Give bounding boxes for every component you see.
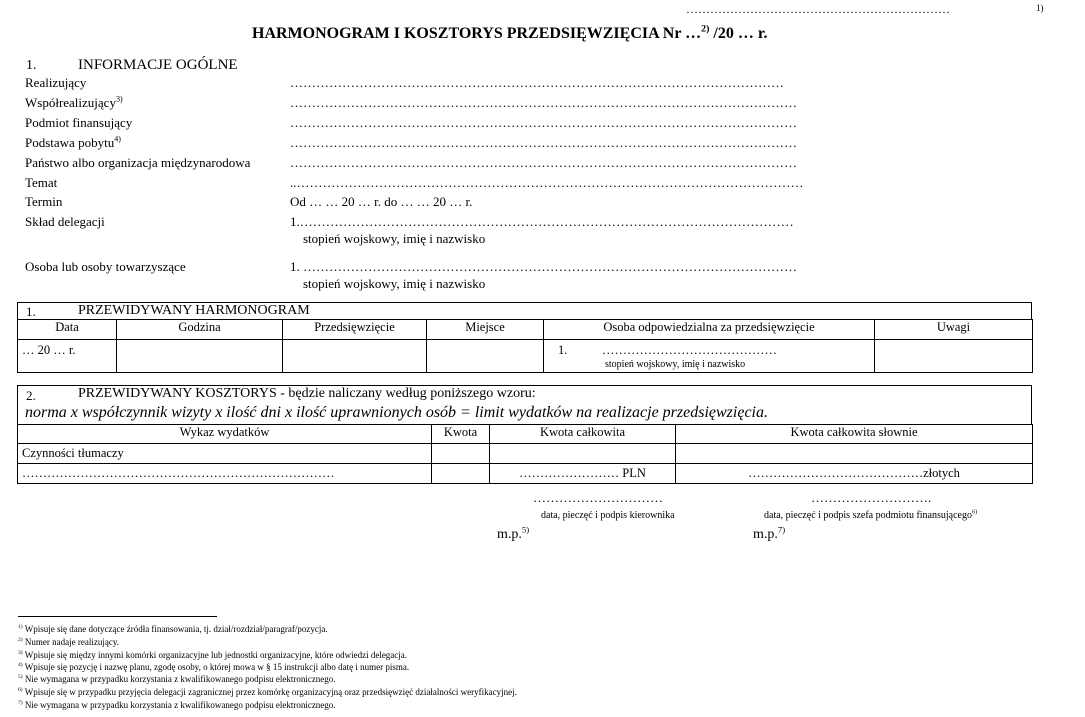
person-caption: stopień wojskowy, imię i nazwisko: [605, 359, 746, 370]
person-number: 1.: [558, 343, 568, 357]
label-realizujacy: Realizujący: [25, 75, 87, 90]
left-mp: m.p.$^{5)}$: [497, 524, 530, 542]
field-sklad-delegacji[interactable]: 1.……………………………………………………………………………………………………: [290, 214, 794, 229]
cell-kwota-calkowita-tlumaczy[interactable]: [490, 444, 676, 464]
footnote-3: $^{3)}$ Wpisuje się między innymi komórki organizacyjne lub jednostki organizacyjne, które odwiedzi delegacja.: [18, 650, 408, 660]
label-podstawa-pobytu: Podstawa pobytu$^{4)}$: [25, 134, 121, 150]
col-godzina: Godzina: [117, 320, 283, 340]
table-row: [18, 340, 1033, 373]
footnote-4: $^{4)}$ Wpisuje się pozycję i nazwę planu, zgodę osoby, o której mowa w § 15 instrukcji albo datę i numer pisma.: [18, 662, 410, 672]
title-prefix: HARMONOGRAM I KOSZTORYS PRZEDSIĘWZIĘCIA Nr …: [252, 25, 702, 42]
field-wspolrealizujacy[interactable]: ………………………………………………………………………………………………………: [290, 95, 797, 110]
col-uwagi: Uwagi: [875, 320, 1033, 340]
table-row: [18, 464, 1033, 484]
left-signature-caption: data, pieczęć i podpis kierownika: [541, 510, 675, 521]
cell-data[interactable]: … 20 … r.: [18, 340, 117, 373]
right-mp: m.p.$^{7)}$: [753, 524, 786, 542]
person-dots: ……………………………………: [602, 343, 777, 357]
kosztorys-header-row: [18, 425, 1033, 444]
cell-przedsiewziecie[interactable]: [283, 340, 427, 373]
cell-miejsce[interactable]: [427, 340, 544, 373]
osoba-towarzyszaca-caption: stopień wojskowy, imię i nazwisko: [303, 276, 486, 291]
harmonogram-table: [17, 319, 1033, 373]
col-osoba-odpowiedzialna: Osoba odpowiedzialna za przedsięwzięcie: [544, 320, 875, 340]
harmonogram-header-row: [18, 320, 1033, 340]
cell-kwota-empty[interactable]: [432, 464, 490, 484]
cell-godzina[interactable]: [117, 340, 283, 373]
cell-wydatek-dots[interactable]: …………………………………………………………………: [18, 464, 432, 484]
label-temat: Temat: [25, 175, 58, 190]
top-footnote-mark: 1): [1036, 3, 1044, 13]
kosztorys-formula: norma x współczynnik wizyty x ilość dni x ilość uprawnionych osób = limit wydatków na realizacje przedsięwzięcia.: [25, 404, 768, 421]
kosztorys-number: 2.: [26, 388, 36, 403]
harmonogram-heading: PRZEWIDYWANY HARMONOGRAM: [78, 303, 310, 318]
col-miejsce: Miejsce: [427, 320, 544, 340]
kosztorys-heading: PRZEWIDYWANY KOSZTORYS - będzie naliczany według poniższego wzoru:: [78, 386, 536, 401]
harmonogram-number: 1.: [26, 304, 36, 319]
label-termin: Termin: [25, 194, 63, 209]
sklad-delegacji-caption: stopień wojskowy, imię i nazwisko: [303, 231, 486, 246]
field-podmiot-finansujacy[interactable]: ………………………………………………………………………………………………………: [290, 115, 797, 130]
cell-slownie-tlumaczy[interactable]: [676, 444, 1033, 464]
page-title: [252, 25, 767, 43]
kosztorys-table: [17, 424, 1033, 484]
footnote-separator: [18, 616, 217, 617]
table-row: [18, 444, 1033, 464]
cell-kwota-tlumaczy[interactable]: [432, 444, 490, 464]
left-signature-dots[interactable]: …………………………: [533, 490, 663, 505]
cell-total-pln[interactable]: …………………… PLN: [490, 464, 676, 484]
footnote-2: $^{2)}$ Numer nadaje realizujący.: [18, 637, 120, 647]
info-section-number: 1.: [26, 58, 37, 73]
col-wykaz-wydatkow: Wykaz wydatków: [18, 425, 432, 444]
title-suffix: /20 … r.: [709, 25, 768, 42]
cell-uwagi[interactable]: [875, 340, 1033, 373]
col-kwota-slownie: Kwota całkowita słownie: [676, 425, 1033, 444]
col-przedsiewziecie: Przedsięwzięcie: [283, 320, 427, 340]
right-signature-caption: data, pieczęć i podpis szefa podmiotu finansującego$^{6)}$: [764, 508, 978, 521]
footnote-1: $^{1)}$ Wpisuje się dane dotyczące źródła finansowania, tj. dział/rozdział/paragraf/pozycja.: [18, 624, 328, 634]
label-sklad-delegacji: Skład delegacji: [25, 214, 105, 229]
right-signature-dots[interactable]: ……………………….: [811, 490, 932, 505]
col-data: Data: [18, 320, 117, 340]
field-panstwo[interactable]: ………………………………………………………………………………………………………: [290, 155, 797, 170]
footnote-5: $^{5)}$ Nie wymagana w przypadku korzystania z kwalifikowanego podpisu elektronicznego.: [18, 674, 336, 684]
label-podmiot-finansujacy: Podmiot finansujący: [25, 115, 133, 130]
field-termin[interactable]: Od … … 20 … r. do … … 20 … r.: [290, 194, 473, 209]
label-wspolrealizujacy: Współrealizujący$^{3)}$: [25, 94, 123, 110]
col-kwota: Kwota: [432, 425, 490, 444]
title-sup: 2): [701, 23, 710, 35]
field-podstawa-pobytu[interactable]: ………………………………………………………………………………………………………: [290, 135, 797, 150]
field-realizujacy[interactable]: ……………………………………………………………………………………………………: [290, 75, 784, 90]
field-temat[interactable]: ..………………………………………………………………………………………………………: [290, 175, 804, 190]
label-osoba-towarzyszaca: Osoba lub osoby towarzyszące: [25, 259, 186, 274]
field-osoba-towarzyszaca[interactable]: 1. ……………………………………………………………………………………………………: [290, 259, 797, 274]
footnote-6: $^{6)}$ Wpisuje się w przypadku przyjęcia delegacji zagranicznej przez komórkę organizacyjną oraz przedsięwzięć działalności weryfikacyjnej.: [18, 687, 517, 697]
footnote-7: $^{7)}$ Nie wymagana w przypadku korzystania z kwalifikowanego podpisu elektronicznego.: [18, 700, 336, 710]
col-kwota-calkowita: Kwota całkowita: [490, 425, 676, 444]
info-section-heading: INFORMACJE OGÓLNE: [78, 57, 238, 73]
cell-total-words[interactable]: ……………………………………złotych: [676, 464, 1033, 484]
label-panstwo: Państwo albo organizacja międzynarodowa: [25, 155, 251, 170]
cell-czynnosci-tlumaczy: Czynności tłumaczy: [18, 444, 432, 464]
top-dots[interactable]: …………………………………………………………: [686, 2, 950, 16]
cell-osoba[interactable]: [544, 340, 875, 373]
